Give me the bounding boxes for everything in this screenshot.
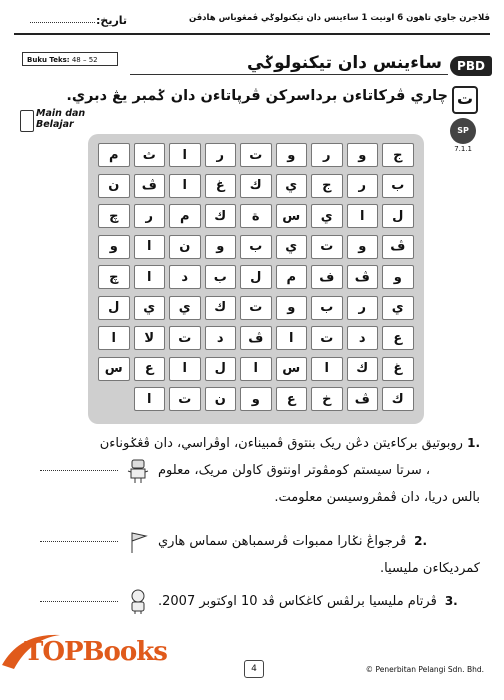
grid-cell[interactable]: ي	[276, 235, 308, 259]
grid-cell[interactable]: ت	[311, 326, 343, 350]
grid-cell[interactable]: چ	[98, 204, 130, 228]
grid-cell[interactable]: ي	[276, 174, 308, 198]
grid-cell[interactable]: و	[240, 387, 272, 411]
grid-cell[interactable]: ا	[276, 326, 308, 350]
grid-cell[interactable]: ل	[240, 265, 272, 289]
grid-cell[interactable]: ج	[311, 174, 343, 198]
grid-cell[interactable]: ة	[240, 204, 272, 228]
question-line: روبوتيق بركاءيتن دڠن ريک بنتوق ڤمبيناءن، اوڤراسي، دان ڤڠݢوناءن	[99, 436, 463, 451]
phone-icon	[20, 110, 34, 132]
grid-cell[interactable]: ا	[169, 174, 201, 198]
grid-cell[interactable]: ر	[311, 143, 343, 167]
pbd-badge: PBD	[450, 56, 492, 76]
grid-cell[interactable]: س	[98, 357, 130, 381]
grid-cell[interactable]: غ	[382, 357, 414, 381]
grid-cell[interactable]: س	[276, 357, 308, 381]
grid-cell[interactable]: و	[347, 235, 379, 259]
grid-cell[interactable]: ن	[169, 235, 201, 259]
grid-cell[interactable]: ك	[205, 296, 237, 320]
question-line: ڤرجواڠ نݢارا ممبوات ڤرسمباهن سماس هاري	[158, 534, 407, 549]
grid-cell[interactable]: ل	[382, 204, 414, 228]
grid-cell[interactable]: ن	[205, 387, 237, 411]
topbooks-logo: TOPBooks	[0, 625, 120, 691]
question-line: ڤرتام مليسيا برلڤس كاغكاس ڤد 10 اوكتوبر 2007.	[158, 594, 437, 609]
answer-blank-3[interactable]	[40, 601, 118, 602]
grid-cell[interactable]: ب	[205, 265, 237, 289]
answer-blank-1[interactable]	[40, 470, 118, 471]
grid-cell[interactable]: و	[276, 143, 308, 167]
astronaut-icon	[126, 589, 150, 615]
grid-cell[interactable]: ا	[98, 326, 130, 350]
flag-icon	[126, 529, 150, 555]
grid-cell[interactable]: د	[169, 265, 201, 289]
worksheet-header: ڤلاجرن جاوي تاهون 6 اونيت 1 ساءينس دان تيكنولوݢي ڤمڠوباس هادڤن	[188, 13, 490, 23]
grid-cell[interactable]: ي	[134, 296, 166, 320]
topic-title: ساءينس دان تيكنولوݢي	[246, 53, 442, 73]
sp-badge: SP	[450, 118, 476, 144]
robot-icon	[126, 458, 150, 484]
grid-cell[interactable]: خ	[311, 387, 343, 411]
exercise-instruction: چاري ڤركاتاءن برداسركن ڤرڽاتاءن دان ݢمبر يڠ دبري.	[66, 88, 448, 104]
grid-cell[interactable]: ن	[98, 174, 130, 198]
grid-cell[interactable]: ل	[98, 296, 130, 320]
question-2	[40, 528, 480, 582]
word-search-grid	[88, 134, 424, 424]
question-line: كمرديكاءن مليسيا.	[379, 561, 480, 576]
grid-cell[interactable]: ب	[382, 174, 414, 198]
grid-cell[interactable]: ع	[276, 387, 308, 411]
grid-cell[interactable]: ب	[240, 235, 272, 259]
grid-cell[interactable]: ا	[134, 387, 166, 411]
grid-cell[interactable]: س	[276, 204, 308, 228]
grid-cell[interactable]: ڤ	[347, 265, 379, 289]
grid-cell[interactable]: ر	[205, 143, 237, 167]
page-number: 4	[244, 660, 264, 678]
grid-cell[interactable]: ك	[347, 357, 379, 381]
grid-cell[interactable]: و	[382, 265, 414, 289]
grid-cell[interactable]: ت	[240, 296, 272, 320]
grid-cell[interactable]: لا	[134, 326, 166, 350]
sp-code: 7.1.1	[454, 145, 472, 153]
grid-cell[interactable]: ت	[240, 143, 272, 167]
grid-cell[interactable]: و	[205, 235, 237, 259]
grid-cell[interactable]: ك	[240, 174, 272, 198]
grid-cell[interactable]: چ	[98, 265, 130, 289]
exercise-letter: ت	[452, 86, 478, 114]
grid-cell[interactable]: م	[98, 143, 130, 167]
grid-cell[interactable]: ي	[382, 296, 414, 320]
textbook-pages: 48 – 52	[71, 56, 98, 64]
grid-cell[interactable]: ر	[347, 296, 379, 320]
grid-cell[interactable]: ك	[205, 204, 237, 228]
grid-cell[interactable]: م	[276, 265, 308, 289]
grid-cell[interactable]: و	[347, 143, 379, 167]
grid-cell[interactable]: ي	[311, 204, 343, 228]
answer-blank-2[interactable]	[40, 541, 118, 542]
grid-cell[interactable]: ڤ	[382, 235, 414, 259]
grid-cell[interactable]: ي	[169, 296, 201, 320]
topic-underline	[130, 74, 448, 75]
grid-cell[interactable]: د	[205, 326, 237, 350]
grid-cell[interactable]: ا	[347, 204, 379, 228]
question-number: .2	[414, 534, 428, 548]
grid-cell[interactable]: ا	[134, 265, 166, 289]
grid-cell[interactable]: ع	[134, 357, 166, 381]
grid-cell[interactable]: د	[347, 326, 379, 350]
grid-cell[interactable]: ت	[169, 326, 201, 350]
grid-cell[interactable]: ت	[311, 235, 343, 259]
header-divider	[14, 33, 490, 35]
question-line: ، سرتا سيستم كومڤوتر اونتوق كاولن مريک، معلوم	[158, 463, 431, 478]
grid-cell[interactable]: ع	[382, 326, 414, 350]
grid-cell[interactable]: ا	[169, 143, 201, 167]
grid-cell[interactable]: ف	[311, 265, 343, 289]
grid-cell[interactable]: ت	[169, 387, 201, 411]
date-blank	[30, 22, 95, 23]
grid-cell[interactable]: ڤ	[347, 387, 379, 411]
textbook-reference	[22, 52, 118, 66]
grid-cell[interactable]: و	[276, 296, 308, 320]
grid-cell[interactable]: ڤ	[134, 174, 166, 198]
grid-cell[interactable]: ا	[240, 357, 272, 381]
grid-cell[interactable]: ج	[382, 143, 414, 167]
letter-grid	[98, 143, 414, 414]
grid-cell[interactable]: ا	[311, 357, 343, 381]
grid-cell[interactable]: ڤ	[240, 326, 272, 350]
textbook-label: Buku Teks:	[27, 56, 70, 64]
grid-cell[interactable]: ر	[347, 174, 379, 198]
grid-cell[interactable]: ا	[134, 235, 166, 259]
grid-cell[interactable]: م	[169, 204, 201, 228]
question-1	[40, 430, 480, 511]
grid-cell[interactable]: ب	[311, 296, 343, 320]
question-line: بالس دريا، دان ڤمڤروسيسن معلومت.	[274, 490, 480, 505]
grid-cell[interactable]: و	[98, 235, 130, 259]
grid-cell[interactable]: غ	[205, 174, 237, 198]
question-number: .1	[467, 436, 480, 450]
publisher: © Penerbitan Pelangi Sdn. Bhd.	[365, 665, 484, 674]
question-number: .3	[444, 594, 458, 608]
grid-cell[interactable]: ل	[205, 357, 237, 381]
date-label: تاريخ:	[96, 14, 128, 27]
grid-cell[interactable]: ك	[382, 387, 414, 411]
question-3	[40, 588, 480, 615]
grid-cell[interactable]: ث	[134, 143, 166, 167]
grid-cell[interactable]: ا	[169, 357, 201, 381]
grid-cell[interactable]: ر	[134, 204, 166, 228]
